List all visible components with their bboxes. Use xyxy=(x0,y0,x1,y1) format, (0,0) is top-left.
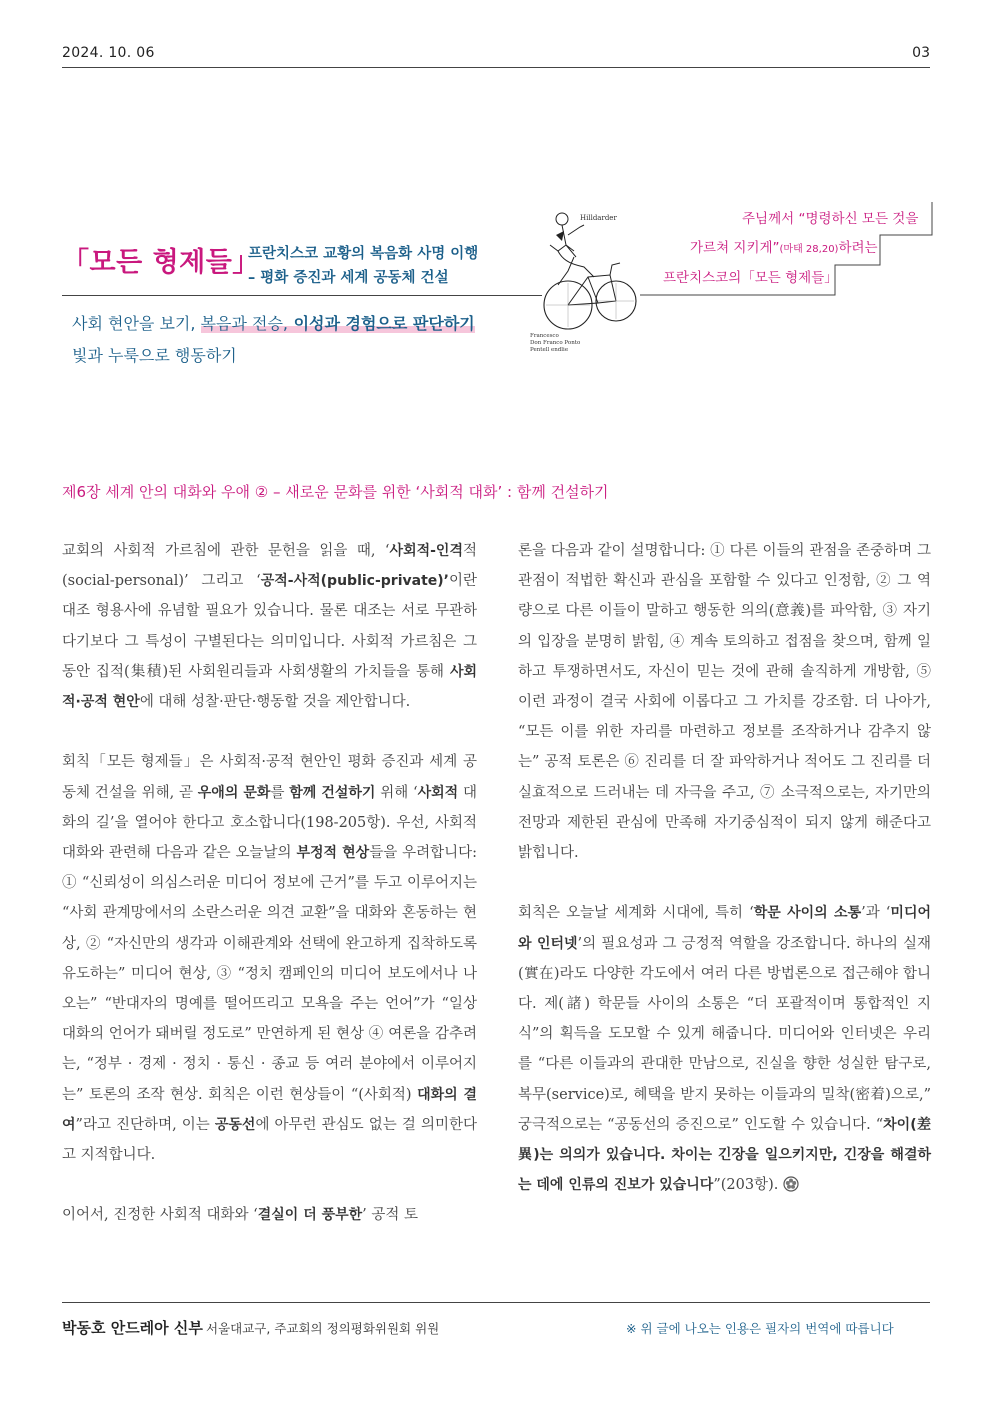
cyclist-sketch-illustration xyxy=(528,205,640,355)
text-run: 적(social-personal)’ 그리고 ‘ xyxy=(62,543,477,590)
text-run: ”라고 진단하며, 이는 xyxy=(75,1116,215,1133)
translation-note: ※ 위 글에 나오는 인용은 필자의 번역에 따릅니다 xyxy=(626,1321,894,1336)
text-run: ”(203항). xyxy=(713,1177,779,1194)
method-line-2: 빛과 누룩으로 행동하기 xyxy=(72,346,237,365)
paragraph-social-teaching xyxy=(62,536,477,717)
text-run: 대화의 길’을 열어야 한다고 호소합니다(198-205항). 우선, 사회적 대화와 관련해 다음과 같은 오늘날의 xyxy=(62,784,477,862)
sketch-caption-3: Pentell endlie xyxy=(530,347,569,353)
method-judge-highlight xyxy=(201,314,475,333)
text-run: 에 대해 성찰·판단·행동할 것을 제안합니다. xyxy=(139,694,411,711)
emphasis-social-personal: 사회적-인격 xyxy=(389,543,463,559)
sketch-caption-1: Francesco xyxy=(530,333,559,339)
body-column-left xyxy=(62,536,477,1231)
method-line-1 xyxy=(72,311,475,334)
emphasis-common-good: 공동선 xyxy=(214,1116,256,1133)
text-run: ’의 필요성과 그 긍정적 역할을 강조합니다. 하나의 실재(實在)라도 다양한 각도에서 여러 다른 방법론으로 접근해야 합니다. 제(諸) 학문들 사이의 소통은 “더 포괄적이며 통합적인 지식”의 획득을 도모할 수 있게 해줍니다. 미디어와 인터넷은 우리를 “다른 이들과의 관대한 만남으로, 진실을 향한 성실한 탐구로, 복무(service)로, 혜택을 받지 못하는 이들과의 밀착(密着)으로,” 궁극적으로는 “공동선의 증진으로” 인도할 수 있습니다. “ xyxy=(518,935,931,1133)
scripture-quote-line-2 xyxy=(690,236,878,256)
paragraph-public-debate-start xyxy=(62,1200,477,1230)
paragraph-public-debate xyxy=(518,536,931,868)
series-subtitle-2: – 평화 증진과 세계 공동체 건설 xyxy=(248,270,449,286)
text-run: 회칙「모든 형제들」은 사회적·공적 현안인 평화 증진과 세계 공동체 건설을 위해, 곧 xyxy=(62,754,477,801)
author-role: 서울대교구, 주교회의 정의평화위원회 위원 xyxy=(206,1321,440,1336)
text-run: 들을 우려합니다: ① “신뢰성이 의심스러운 미디어 정보에 근거”를 두고 이루어지는 “사회 관계망에서의 소란스러운 의견 교환”을 대화와 혼동하는 현상, ② “자신만의 생각과 이해관계와 선택에 완고하게 집착하도록 유도하는” 미디어 현상, ③ “정치 캠페인의 미디어 보도에서나 나오는” “반대자의 명예를 떨어뜨리고 모욕을 주는 언어”가 “일상 대화의 언어가 돼버릴 정도로” 만연하게 된 현상 ④ 여론을 감추려는, “정부 · 경제 · 정치 · 통신 · 종교 등 여러 분야에서 이루어지는” 토론의 조작 현상. 회칙은 이런 현상들이 “(사회적) xyxy=(62,845,478,1103)
page-number: 03 xyxy=(912,45,930,61)
title-divider xyxy=(62,295,542,296)
quote-keep: 가르쳐 지키게” xyxy=(690,240,780,256)
emphasis-negative-phenomena: 부정적 현상 xyxy=(296,845,370,862)
method-reason: 이성과 경험으로 판단하기 xyxy=(288,314,475,333)
text-run: 이어서, 진정한 사회적 대화와 ‘ xyxy=(62,1207,258,1224)
text-run: 론을 다음과 같이 설명합니다: ① 다른 이들의 관점을 존중하며 그 관점이 적법한 확신과 관심을 포함할 수 있다고 인정함, ② 그 역량으로 다른 이들이 말하고 행동한 의의(意義)를 파악함, ③ 자기의 입장을 분명히 밝힘, ④ 계속 토의하고 접점을 찾으며, 함께 일하고 투쟁하면서도, 자신이 믿는 것에 관해 솔직하게 개방함, ⑤ 이런 과정이 결국 사회에 이롭다고 그 가치를 강조함. 더 나아가, “모든 이를 위한 자리를 마련하고 정보를 조작하거나 감추지 않는” 공적 토론은 ⑥ 진리를 더 잘 파악하거나 적어도 그 진리를 더 실효적으로 드러내는 데 자극을 주고, ⑦ 소극적으로는, 자기만의 전망과 제한된 관심에 만족해 자기중심적이 되지 않게 해준다고 밝힙니다. xyxy=(518,543,931,862)
text-run: ’ 공적 토 xyxy=(362,1207,419,1224)
emphasis-culture-of-fraternity: 우애의 문화 xyxy=(197,784,271,801)
body-column-right xyxy=(518,536,931,1200)
series-subtitle-1: 프란치스코 교황의 복음화 사명 이행 xyxy=(248,246,479,262)
text-run: 교회의 사회적 가르침에 관한 문헌을 읽을 때, ‘ xyxy=(62,543,390,559)
text-run: 에 아무런 관심도 없는 걸 의미한다고 지적합니다. xyxy=(62,1116,477,1164)
method-see: 사회 현안을 보기, xyxy=(72,314,201,333)
text-run: 위해 ‘ xyxy=(375,784,418,801)
text-run: 이란 대조 형용사에 유념할 필요가 있습니다. 물론 대조는 서로 무관하다기보다 그 특성이 구별된다는 의미입니다. 사회적 가르침은 그동안 집적(集積)된 사회원리들과 사회생활의 가치들을 통해 xyxy=(62,573,477,680)
author-name: 박동호 안드레아 신부 xyxy=(62,1319,203,1337)
chapter-heading: 제6장 세계 안의 대화와 우애 ② – 새로운 문화를 위한 ‘사회적 대화’ : 함께 건설하기 xyxy=(62,483,609,501)
quote-reference: (마태 28,20) xyxy=(779,244,839,255)
scripture-quote-line-3: 프란치스코의「모든 형제들」 xyxy=(663,270,838,286)
emphasis-public-issues: 사회적·공적 현안 xyxy=(62,663,477,711)
flower-end-mark-icon xyxy=(783,1176,799,1192)
series-title: 「모든 형제들」 xyxy=(62,247,260,278)
paragraph-negative-phenomena xyxy=(62,747,477,1170)
quote-intention: 하려는 xyxy=(838,240,878,256)
paragraph-interdisciplinary-dialogue xyxy=(518,898,931,1200)
text-run: 회칙은 오늘날 세계화 시대에, 특히 ‘ xyxy=(518,905,754,922)
emphasis-more-fruitful: 결실이 더 풍부한 xyxy=(257,1207,363,1224)
emphasis-interdisciplinary: 학문 사이의 소통 xyxy=(753,905,862,922)
sketch-caption-2: Don Franco Ponto xyxy=(530,340,581,346)
emphasis-differences: 차이(差異)는 의의가 있습니다. 차이는 긴장을 일으키지만, 긴장을 해결하는 데에 인류의 진보가 있습니다 xyxy=(518,1116,931,1194)
text-run: ’과 ‘ xyxy=(861,905,891,922)
emphasis-public-private: 공적-사적(public-private)’ xyxy=(260,573,449,590)
issue-date: 2024. 10. 06 xyxy=(62,45,155,61)
emphasis-build-together: 함께 건설하기 xyxy=(289,784,376,801)
footer-divider xyxy=(62,1302,930,1303)
emphasis-lack-of-dialogue: 대화의 결여 xyxy=(62,1086,477,1133)
sketch-caption-top: Hilldarder xyxy=(580,214,617,222)
scripture-quote-line-1: 주님께서 “명령하신 모든 것을 xyxy=(742,211,919,227)
method-gospel: 복음과 전승, xyxy=(200,314,288,333)
emphasis-media-internet: 미디어와 인터넷 xyxy=(518,905,931,952)
emphasis-social: 사회적 xyxy=(417,784,459,801)
text-run: 를 xyxy=(270,784,290,801)
header-divider xyxy=(62,67,930,68)
